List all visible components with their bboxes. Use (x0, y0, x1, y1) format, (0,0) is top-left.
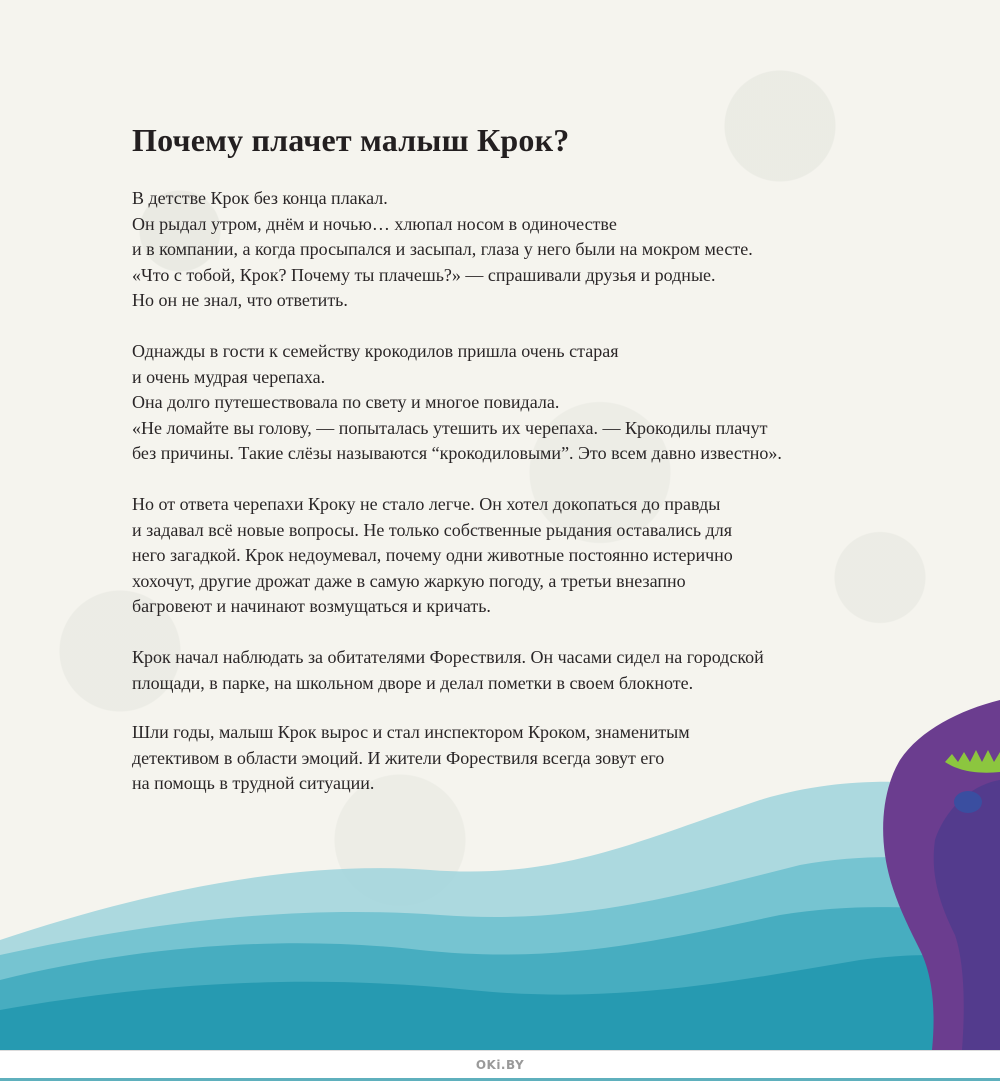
text-line: Он рыдал утром, днём и ночью… хлюпал носом в одиночестве (132, 213, 617, 234)
crocodile-eye (954, 791, 982, 813)
page-title: Почему плачет малыш Крок? (132, 122, 570, 158)
text-line: Она долго путешествовала по свету и многое повидала. (132, 392, 560, 412)
text-line: и задавал всё новые вопросы. Не только собственные рыдания оставались для (132, 519, 732, 540)
paragraph (132, 339, 782, 467)
text-line: Крок начал наблюдать за обитателями Форествиля. Он часами сидел на городской (132, 647, 764, 667)
site-footer (0, 1050, 1000, 1081)
text-line: Однажды в гости к семейству крокодилов пришла очень старая (132, 341, 619, 361)
text-line: площади, в парке, на школьном дворе и делал пометки в своем блокноте. (132, 672, 694, 693)
text-line: на помощь в трудной ситуации. (132, 773, 375, 793)
text-line: «Не ломайте вы голову, — попыталась утешить их черепаха. — Крокодилы плачут (132, 417, 768, 438)
text-line: него загадкой. Крок недоумевал, почему одни животные постоянно истерично (132, 545, 733, 565)
text-line: и в компании, а когда просыпался и засыпал, глаза у него были на мокром месте. (132, 239, 753, 259)
text-line: В детстве Крок без конца плакал. (132, 188, 388, 208)
text-line: Но он не знал, что ответить. (132, 290, 348, 310)
text-line: багровеют и начинают возмущаться и кричать. (132, 596, 491, 616)
watermark: OKi.BY (475, 1058, 525, 1072)
text-line: детективом в области эмоций. И жители Форествиля всегда зовут его (132, 747, 665, 768)
text-line: без причины. Такие слёзы называются “крокодиловыми”. Это всем давно известно». (132, 443, 782, 463)
water-illustration (0, 690, 1000, 1050)
paragraph (132, 645, 764, 696)
paragraph (132, 186, 753, 314)
text-line: «Что с тобой, Крок? Почему ты плачешь?» — спрашивали друзья и родные. (132, 264, 716, 285)
text-line: и очень мудрая черепаха. (132, 366, 326, 387)
text-line: Шли годы, малыш Крок вырос и стал инспектором Кроком, знаменитым (132, 722, 690, 742)
text-line: Но от ответа черепахи Кроку не стало легче. Он хотел докопаться до правды (132, 494, 721, 514)
paragraph (132, 492, 733, 620)
text-line: хохочут, другие дрожат даже в самую жаркую погоду, а третьи внезапно (132, 570, 686, 591)
